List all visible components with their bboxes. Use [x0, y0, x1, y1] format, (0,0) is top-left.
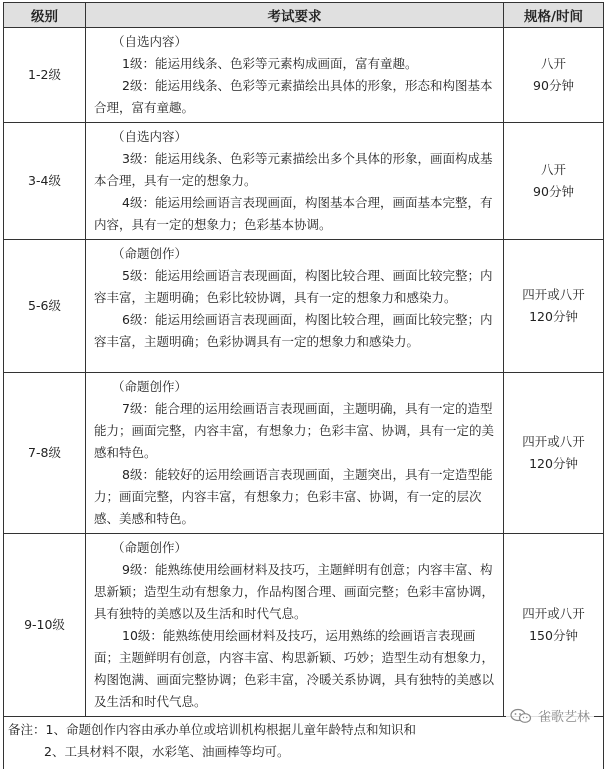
requirements-cell — [86, 240, 504, 373]
requirement-item: 1级：能运用线条、色彩等元素构成画面，富有童趣。 — [94, 53, 497, 75]
requirement-item: 3级：能运用线条、色彩等元素描绘出多个具体的形象，画面构成基本合理，具有一定的想象力。 — [94, 148, 497, 192]
level-cell: 3-4级 — [4, 123, 86, 240]
requirements-cell — [86, 534, 504, 717]
spec-time: 150分钟 — [504, 625, 603, 647]
wechat-icon — [510, 708, 532, 724]
requirement-item: 8级：能较好的运用绘画语言表现画面，主题突出，具有一定造型能力；画面完整，内容丰富，有想象力；色彩丰富、协调，有一定的层次感、美感和特色。 — [94, 464, 497, 530]
spec-cell — [504, 534, 604, 717]
spec-time: 120分钟 — [504, 306, 603, 328]
spec-size: 八开 — [504, 159, 603, 181]
spec-size: 四开或八开 — [504, 284, 603, 306]
exam-requirements-table — [3, 2, 604, 769]
spec-size: 四开或八开 — [504, 603, 603, 625]
section-label: （命题创作） — [94, 243, 497, 265]
requirement-item: 5级：能运用绘画语言表现画面，构图比较合理、画面比较完整；内容丰富，主题明确；色彩比较协调，具有一定的想象力和感染力。 — [94, 265, 497, 309]
requirements-cell — [86, 123, 504, 240]
requirement-item: 10级：能熟练使用绘画材料及技巧，运用熟练的绘画语言表现画面；主题鲜明有创意，内容丰富、构思新颖、巧妙；造型生动有想象力，构图饱满、画面完整协调；色彩丰富，冷暖关系协调，具有独特的美感以及生活和时代气息。 — [94, 625, 497, 713]
table-header-row — [4, 3, 604, 28]
watermark-text: 雀歌艺林 — [538, 706, 590, 725]
spec-cell — [504, 373, 604, 534]
spec-time: 120分钟 — [504, 453, 603, 475]
note-line-2: 2、工具材料不限，水彩笔、油画棒等均可。 — [8, 741, 599, 763]
spec-time: 90分钟 — [504, 75, 603, 97]
note-line-1: 备注：1、命题创作内容由承办单位或培训机构根据儿童年龄特点和知识和 — [8, 719, 599, 741]
header-spec: 规格/时间 — [504, 3, 604, 28]
spec-cell — [504, 123, 604, 240]
requirements-cell — [86, 373, 504, 534]
spec-cell — [504, 240, 604, 373]
level-cell: 9-10级 — [4, 534, 86, 717]
level-cell: 1-2级 — [4, 28, 86, 123]
section-label: （自选内容） — [94, 31, 497, 53]
section-label: （命题创作） — [94, 376, 497, 398]
spec-time: 90分钟 — [504, 181, 603, 203]
watermark — [506, 704, 594, 727]
section-label: （自选内容） — [94, 126, 497, 148]
spec-size: 四开或八开 — [504, 431, 603, 453]
level-cell: 7-8级 — [4, 373, 86, 534]
table-row — [4, 373, 604, 534]
requirements-cell — [86, 28, 504, 123]
table-row — [4, 28, 604, 123]
table-row — [4, 534, 604, 717]
level-cell: 5-6级 — [4, 240, 86, 373]
requirement-item: 6级：能运用绘画语言表现画面，构图比较合理，画面比较完整；内容丰富，主题明确；色彩协调具有一定的想象力和感染力。 — [94, 309, 497, 353]
requirement-item: 9级：能熟练使用绘画材料及技巧，主题鲜明有创意；内容丰富、构思新颖；造型生动有想象力，作品构图合理、画面完整；色彩丰富协调，具有独特的美感以及生活和时代气息。 — [94, 559, 497, 625]
spec-size: 八开 — [504, 53, 603, 75]
requirement-item: 2级：能运用线条、色彩等元素描绘出具体的形象，形态和构图基本合理，富有童趣。 — [94, 75, 497, 119]
spec-cell — [504, 28, 604, 123]
section-label: （命题创作） — [94, 537, 497, 559]
table-row — [4, 240, 604, 373]
header-requirements: 考试要求 — [86, 3, 504, 28]
requirement-item: 7级：能合理的运用绘画语言表现画面，主题明确，具有一定的造型能力；画面完整，内容丰富，有想象力；色彩丰富、协调，具有一定的美感和特色。 — [94, 398, 497, 464]
header-level: 级别 — [4, 3, 86, 28]
requirement-item: 4级：能运用绘画语言表现画面，构图基本合理，画面基本完整，有内容，具有一定的想象力；色彩基本协调。 — [94, 192, 497, 236]
table-row — [4, 123, 604, 240]
